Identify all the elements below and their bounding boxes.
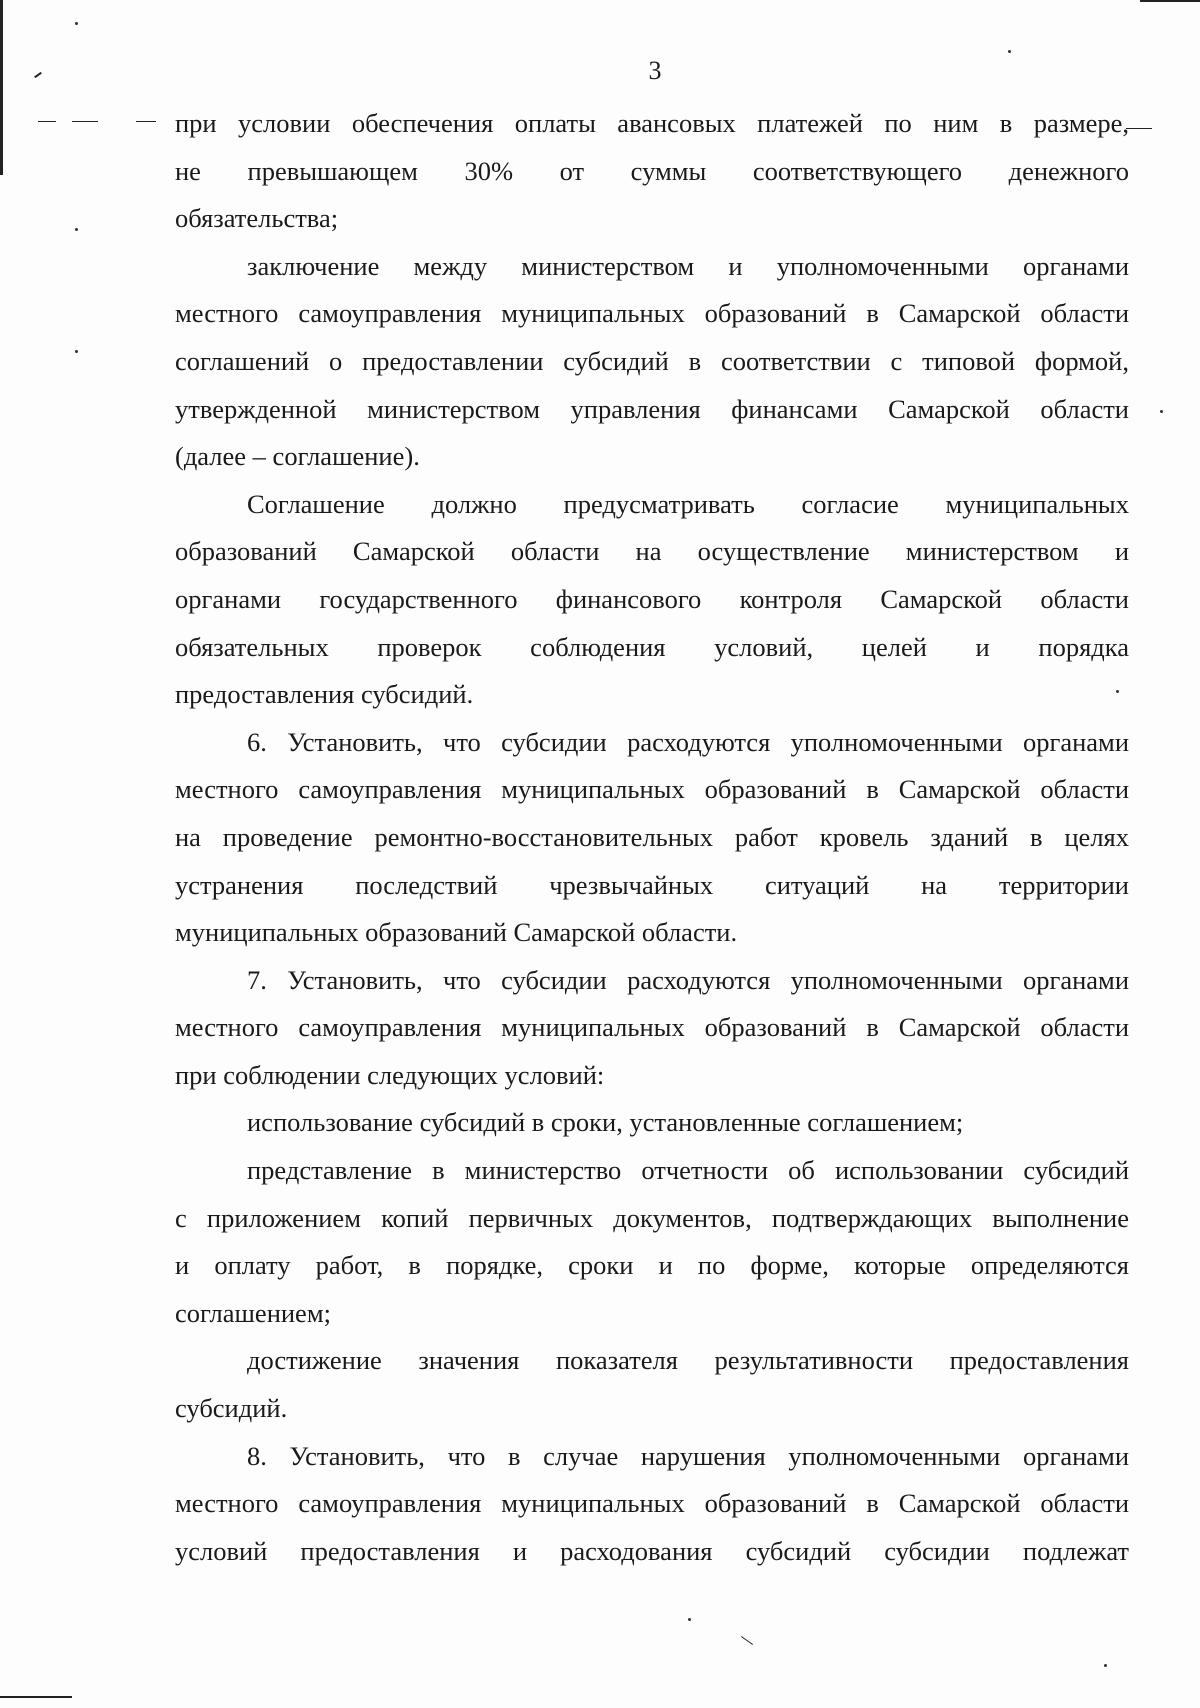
text-line: представление в министерство отчетности об использовании субсидий bbox=[247, 1155, 1129, 1186]
text-line: соглашением; bbox=[175, 1297, 331, 1328]
text-line: Соглашение должно предусматривать согласие муниципальных bbox=[247, 488, 1129, 519]
text-line: при условии обеспечения оплаты авансовых платежей по ним в размере, bbox=[175, 108, 1129, 138]
text-line: субсидий. bbox=[175, 1393, 288, 1424]
scan-left-edge-line bbox=[0, 0, 3, 175]
text-line: не превышающем 30% от суммы соответствующего денежного bbox=[175, 155, 1129, 186]
scan-right-dash bbox=[1126, 128, 1152, 129]
scan-left-dash-3 bbox=[136, 121, 156, 122]
scan-top-right-line bbox=[1140, 0, 1200, 2]
paragraph-9 bbox=[175, 1433, 1129, 1576]
paragraph-6 bbox=[175, 1099, 1129, 1147]
scan-dot-5 bbox=[1160, 410, 1163, 413]
scan-left-dash-2 bbox=[72, 121, 98, 122]
text-line: местного самоуправления муниципальных образований в Самарской области bbox=[175, 774, 1129, 805]
scan-left-dash-1 bbox=[38, 121, 56, 122]
text-line: предоставления субсидий. bbox=[175, 679, 474, 710]
text-line: 8. Установить, что в случае нарушения уполномоченными органами bbox=[247, 1440, 1129, 1471]
text-line: обязательства; bbox=[175, 203, 339, 234]
scan-dot-1 bbox=[75, 22, 78, 25]
text-line: заключение между министерством и уполномоченными органами bbox=[247, 250, 1129, 281]
paragraph-7 bbox=[175, 1147, 1129, 1337]
text-line: условий предоставления и расходования субсидий субсидии подлежат bbox=[175, 1535, 1129, 1566]
text-line: обязательных проверок соблюдения условий, целей и порядка bbox=[175, 631, 1129, 662]
paragraph-8 bbox=[175, 1337, 1129, 1432]
text-line: образований Самарской области на осуществление министерством и bbox=[175, 536, 1129, 567]
paragraph-5 bbox=[175, 957, 1129, 1100]
scan-dot-2 bbox=[75, 228, 78, 231]
document-body bbox=[175, 100, 1129, 1575]
text-line: органами государственного финансового контроля Самарской области bbox=[175, 583, 1129, 614]
scan-dot-8 bbox=[688, 1618, 691, 1621]
text-line: местного самоуправления муниципальных образований в Самарской области bbox=[175, 1012, 1129, 1043]
scan-scribble bbox=[741, 1636, 753, 1645]
text-line: использование субсидий в сроки, установленные соглашением; bbox=[247, 1107, 964, 1138]
scan-dot-3 bbox=[75, 350, 78, 353]
text-line: местного самоуправления муниципальных образований в Самарской области bbox=[175, 1488, 1129, 1519]
paragraph-2 bbox=[175, 243, 1129, 481]
paragraph-1 bbox=[175, 100, 1129, 243]
paragraph-3 bbox=[175, 481, 1129, 719]
text-line: с приложением копий первичных документов, подтверждающих выполнение bbox=[175, 1202, 1129, 1233]
page-number: 3 bbox=[648, 56, 662, 85]
scan-dot-4 bbox=[1008, 50, 1011, 53]
text-line: и оплату работ, в порядке, сроки и по форме, которые определяются bbox=[175, 1250, 1129, 1281]
scan-bottom-left-line bbox=[0, 1696, 72, 1698]
text-line: 6. Установить, что субсидии расходуются уполномоченными органами bbox=[247, 726, 1129, 757]
text-line: 7. Установить, что субсидии расходуются уполномоченными органами bbox=[247, 964, 1129, 995]
text-line: (далее – соглашение). bbox=[175, 441, 420, 472]
text-line: утвержденной министерством управления финансами Самарской области bbox=[175, 393, 1129, 424]
scan-dot-7 bbox=[1104, 1664, 1107, 1667]
text-line: местного самоуправления муниципальных образований в Самарской области bbox=[175, 298, 1129, 329]
text-line: достижение значения показателя результативности предоставления bbox=[247, 1345, 1129, 1376]
text-line: на проведение ремонтно-восстановительных работ кровель зданий в целях bbox=[175, 821, 1129, 852]
text-line: соглашений о предоставлении субсидий в соответствии с типовой формой, bbox=[175, 345, 1129, 376]
paragraph-4 bbox=[175, 719, 1129, 957]
text-line: муниципальных образований Самарской области. bbox=[175, 917, 738, 948]
text-line: устранения последствий чрезвычайных ситуаций на территории bbox=[175, 869, 1129, 900]
text-line: при соблюдении следующих условий: bbox=[175, 1059, 605, 1090]
